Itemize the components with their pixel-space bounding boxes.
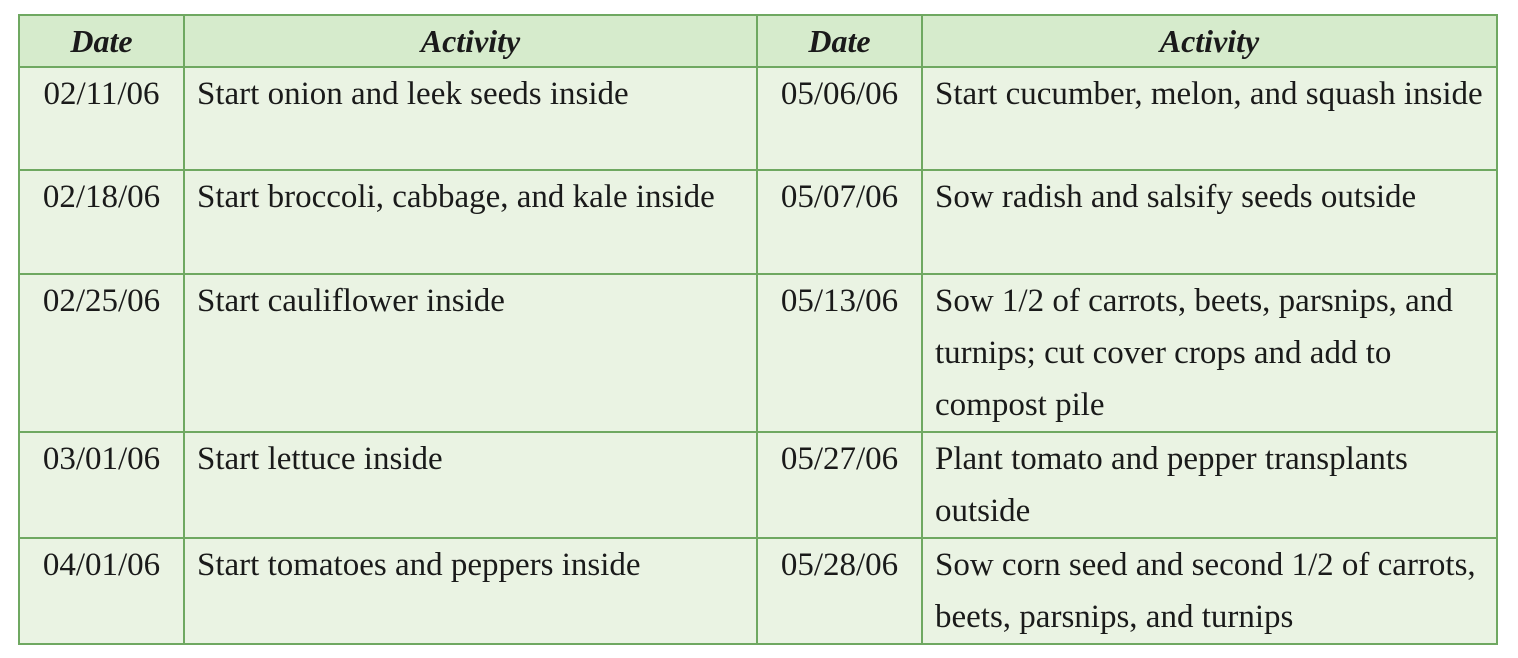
header-activity-left: Activity: [184, 15, 757, 67]
header-date-right: Date: [757, 15, 922, 67]
date-right-cell: 05/13/06: [757, 274, 922, 432]
table-row: [19, 67, 1497, 170]
activity-left-cell: Start cauliflower inside: [184, 274, 757, 432]
table-row: [19, 538, 1497, 644]
activity-right-cell: Sow 1/2 of carrots, beets, parsnips, and turnips; cut cover crops and add to compost pile: [922, 274, 1497, 432]
activity-left-cell: Start lettuce inside: [184, 432, 757, 538]
date-left-cell: 04/01/06: [19, 538, 184, 644]
table-header: [19, 15, 1497, 67]
activity-right-cell: Start cucumber, melon, and squash inside: [922, 67, 1497, 170]
date-right-cell: 05/28/06: [757, 538, 922, 644]
date-left-cell: 03/01/06: [19, 432, 184, 538]
date-left-cell: 02/25/06: [19, 274, 184, 432]
date-right-cell: 05/27/06: [757, 432, 922, 538]
date-right-cell: 05/06/06: [757, 67, 922, 170]
table-row: [19, 170, 1497, 274]
date-left-cell: 02/11/06: [19, 67, 184, 170]
activity-left-cell: Start tomatoes and peppers inside: [184, 538, 757, 644]
activity-right-cell: Plant tomato and pepper transplants outside: [922, 432, 1497, 538]
planting-schedule-table: [18, 14, 1498, 645]
header-activity-right: Activity: [922, 15, 1497, 67]
date-right-cell: 05/07/06: [757, 170, 922, 274]
table-row: [19, 432, 1497, 538]
activity-left-cell: Start broccoli, cabbage, and kale inside: [184, 170, 757, 274]
header-date-left: Date: [19, 15, 184, 67]
activity-right-cell: Sow radish and salsify seeds outside: [922, 170, 1497, 274]
activity-right-cell: Sow corn seed and second 1/2 of carrots, beets, parsnips, and turnips: [922, 538, 1497, 644]
header-row: [19, 15, 1497, 67]
date-left-cell: 02/18/06: [19, 170, 184, 274]
table-body: [19, 67, 1497, 644]
activity-left-cell: Start onion and leek seeds inside: [184, 67, 757, 170]
table-row: [19, 274, 1497, 432]
